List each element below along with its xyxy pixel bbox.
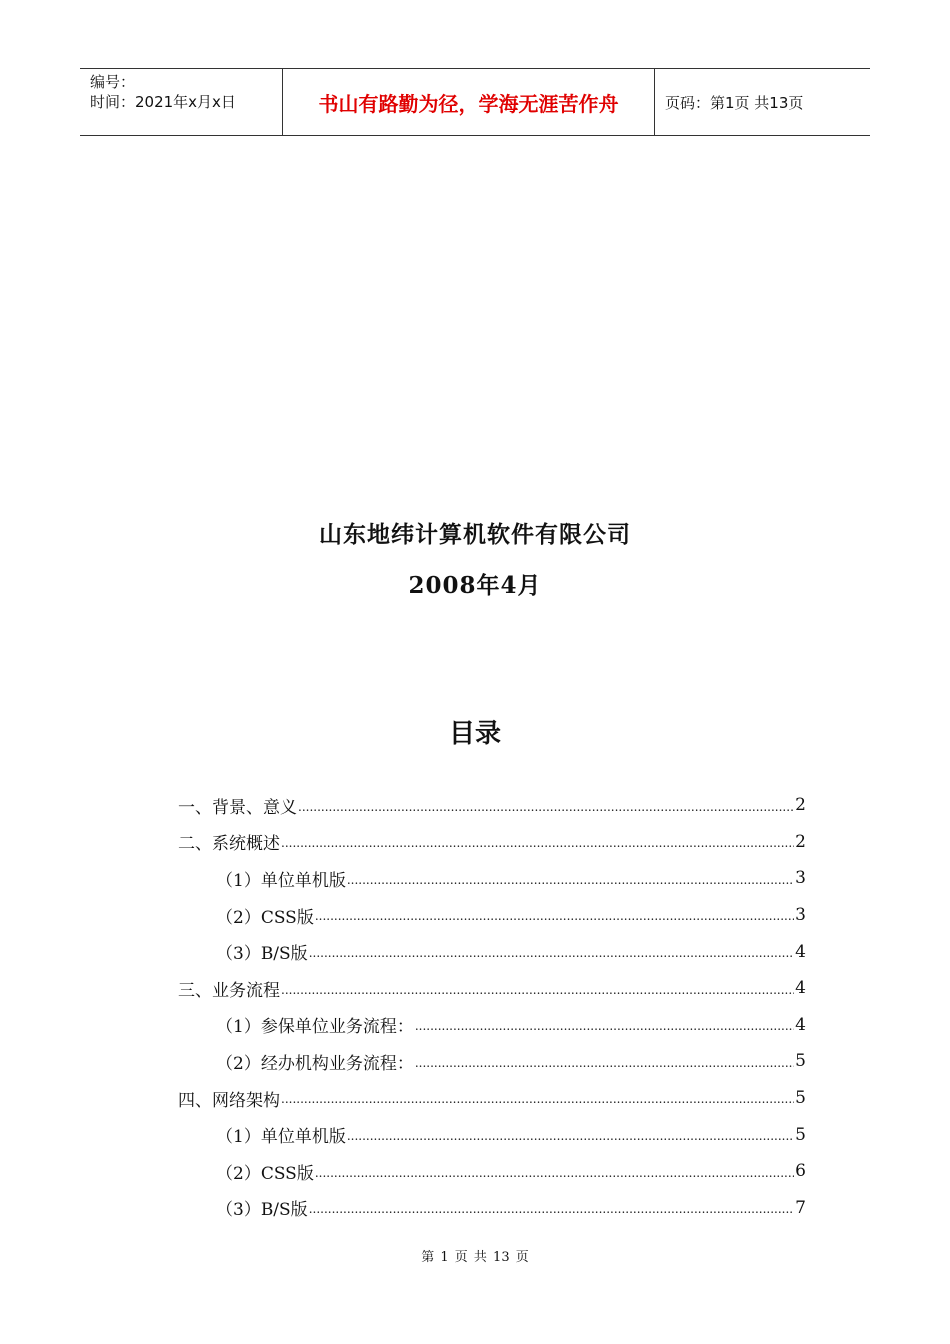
- toc-entry-label: （1）单位单机版: [216, 870, 346, 891]
- header-page-info: 页码：第1页 共13页: [665, 93, 804, 112]
- toc-leader-dots: [281, 982, 794, 1007]
- toc-leader-dots: [347, 872, 794, 897]
- toc-leader-dots: [309, 1201, 794, 1226]
- toc-leader-dots: [309, 945, 794, 970]
- toc-entry[interactable]: [178, 1190, 806, 1227]
- company-name: 山东地纬计算机软件有限公司: [319, 521, 631, 548]
- page-header: [80, 68, 870, 136]
- header-meta: [80, 69, 282, 135]
- toc-leader-dots: [315, 908, 794, 933]
- toc-entry-page: 2: [795, 795, 806, 816]
- toc-entry[interactable]: [178, 824, 806, 861]
- toc-leader-dots: [415, 1055, 794, 1080]
- toc-entry[interactable]: [178, 933, 806, 970]
- toc-entry-label: （3）B/S版: [216, 1200, 308, 1221]
- toc-entry-page: 4: [795, 978, 806, 999]
- toc-entry-label: 四、网络架构: [178, 1090, 280, 1111]
- toc-entry-page: 5: [795, 1051, 806, 1072]
- page-footer: 第 1 页 共 13 页: [421, 1250, 529, 1265]
- toc-entry-page: 3: [795, 868, 806, 889]
- toc-entry[interactable]: [178, 1153, 806, 1190]
- toc-entry[interactable]: [178, 897, 806, 934]
- toc-entry[interactable]: [178, 1080, 806, 1117]
- toc-entry[interactable]: [178, 860, 806, 897]
- toc-entry-label: （2）CSS版: [216, 1163, 314, 1184]
- toc-entry[interactable]: [178, 1007, 806, 1044]
- toc-entry[interactable]: [178, 970, 806, 1007]
- toc-entry-label: （2）经办机构业务流程：: [216, 1053, 414, 1074]
- toc-entry-page: 4: [795, 1014, 806, 1035]
- toc-entry-label: （3）B/S版: [216, 944, 308, 965]
- toc-entry-page: 7: [795, 1197, 806, 1218]
- toc-entry[interactable]: [178, 1116, 806, 1153]
- toc-leader-dots: [415, 1018, 794, 1043]
- header-motto: 书山有路勤为径，学海无涯苦作舟: [282, 69, 655, 135]
- toc-entry-page: 4: [795, 941, 806, 962]
- toc-leader-dots: [281, 1091, 794, 1116]
- toc-entry-page: 2: [795, 831, 806, 852]
- toc-entry-label: 一、背景、意义: [178, 797, 297, 818]
- toc-title: 目录: [448, 719, 501, 749]
- document-number-label: 编号：: [90, 73, 136, 91]
- toc-entry[interactable]: [178, 1043, 806, 1080]
- toc-entry-label: （1）单位单机版: [216, 1127, 346, 1148]
- toc-leader-dots: [347, 1128, 794, 1153]
- toc-leader-dots: [281, 835, 794, 860]
- toc-entry[interactable]: [178, 787, 806, 824]
- cover-date: 2008年4月: [408, 572, 542, 599]
- toc-leader-dots: [298, 799, 794, 824]
- toc-entry-label: 三、业务流程: [178, 980, 280, 1001]
- toc-entry-label: 二、系统概述: [178, 834, 280, 855]
- toc-entry-page: 5: [795, 1124, 806, 1145]
- toc-entry-page: 3: [795, 905, 806, 926]
- document-time-label: 时间：2021年x月x日: [90, 93, 236, 111]
- table-of-contents: [178, 787, 806, 1226]
- toc-entry-label: （2）CSS版: [216, 907, 314, 928]
- toc-entry-page: 6: [795, 1161, 806, 1182]
- toc-leader-dots: [315, 1165, 794, 1190]
- toc-entry-label: （1）参保单位业务流程：: [216, 1017, 414, 1038]
- toc-entry-page: 5: [795, 1088, 806, 1109]
